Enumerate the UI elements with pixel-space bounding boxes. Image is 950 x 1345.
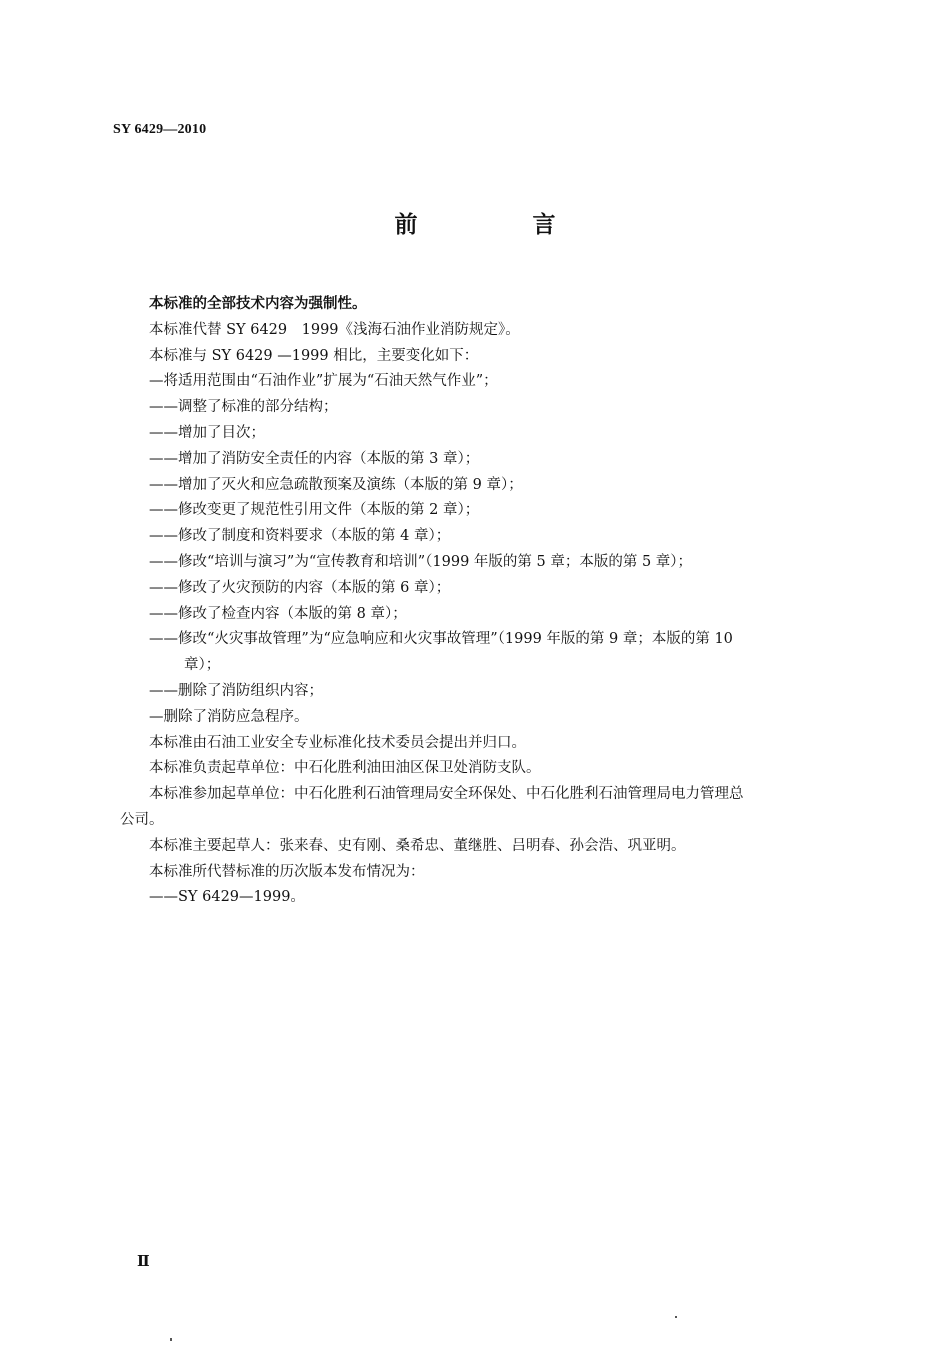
- page-title: 前 言: [394, 212, 602, 238]
- document-body: [120, 292, 860, 911]
- proposer-statement: 本标准由石油工业安全专业标准化技术委员会提出并归口。: [149, 734, 526, 751]
- page-number: Ⅱ: [137, 1254, 150, 1270]
- change-item: ——修改“火灾事故管理”为“应急响应和火灾事故管理”（1999 年版的第 9 章；本版的第 10: [149, 631, 733, 648]
- history-item: ——SY 6429—1999。: [149, 889, 305, 906]
- change-item: ——增加了灭火和应急疏散预案及演练（本版的第 9 章）；: [149, 476, 523, 493]
- change-item: ——修改了火灾预防的内容（本版的第 6 章）；: [149, 579, 451, 596]
- drafting-unit: 本标准负责起草单位：中石化胜利油田油区保卫处消防支队。: [149, 760, 541, 777]
- change-item: ——修改了制度和资料要求（本版的第 4 章）；: [149, 528, 451, 545]
- change-item: —将适用范围由“石油作业”扩展为“石油天然气作业”；: [149, 373, 498, 390]
- participating-units: 本标准参加起草单位：中石化胜利石油管理局安全环保处、中石化胜利石油管理局电力管理总: [149, 786, 744, 803]
- changes-intro: 本标准与 SY 6429 —1999 相比，主要变化如下：: [149, 347, 479, 364]
- change-item: ——调整了标准的部分结构；: [149, 399, 338, 416]
- change-item: ——修改“培训与演习”为“宣传教育和培训”（1999 年版的第 5 章；本版的第 5 章）；: [149, 553, 693, 570]
- participating-units-continuation: 公司。: [120, 811, 164, 828]
- scan-speck: [170, 1338, 172, 1341]
- change-item: ——删除了消防组织内容；: [149, 682, 323, 699]
- change-item: ——修改了检查内容（本版的第 8 章）；: [149, 605, 407, 622]
- change-item-continuation: 章）；: [184, 657, 221, 674]
- history-intro: 本标准所代替标准的历次版本发布情况为：: [149, 863, 425, 880]
- change-item: ——修改变更了规范性引用文件（本版的第 2 章）；: [149, 502, 480, 519]
- standard-code: SY 6429—2010: [113, 122, 207, 137]
- main-drafters: 本标准主要起草人：张来春、史有刚、桑希忠、董继胜、吕明春、孙会浩、巩亚明。: [149, 837, 686, 854]
- mandatory-statement: 本标准的全部技术内容为强制性。: [149, 296, 367, 312]
- change-item: ——增加了目次；: [149, 424, 265, 441]
- change-item: ——增加了消防安全责任的内容（本版的第 3 章）；: [149, 450, 480, 467]
- change-item: —删除了消防应急程序。: [149, 708, 309, 725]
- scan-speck: [675, 1316, 677, 1318]
- replacement-statement: 本标准代替 SY 6429 1999《浅海石油作业消防规定》。: [149, 321, 520, 338]
